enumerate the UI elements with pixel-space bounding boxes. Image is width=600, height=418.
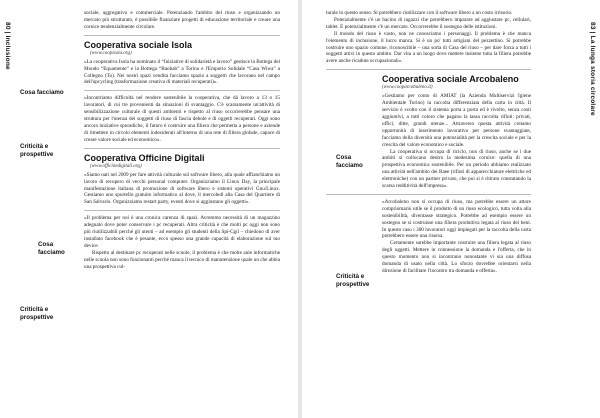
section-divider (84, 148, 280, 149)
section-divider (84, 90, 280, 91)
continued-paragraph-2: Potenzialmente c'è un bacino di ragazzi che potrebbero imparare ad aggiustare pc, cellulari, tablet. E potenzialmente c'è un mercato. Occorrerebbe il sostegno delle istituzioni. (326, 16, 531, 30)
officine-title: Cooperativa Officine Digitali (84, 152, 205, 163)
intro-paragraph: sociale, aggregativo e commerciale. Potenziando l'ambito del riuso e organizzando un mercato più strutturato, è possibile finanziare progetti di educazione territoriale e creare una cornice tendenzialmente circolare. (84, 10, 280, 30)
isola-criticita-text: «Incontriamo difficoltà nel rendere sostenibile la cooperativa, che dà lavoro a 13 o 15 lavoratori, di cui tre provenienti da situazioni di svantaggio. C'è scarsamente un'attività di sensibilizzazione culturale di questi ambienti e rispetto al riuso occorrerebbe pensare una struttura per l'utenza dei soggetti di riuso di fascia debole e di oggetti recuperati. Oggi sono ancora iniziative sporadiche, il futuro è costruire una filiera che permetta a persone e aziende di rimettere in circolo elementi indesiderati all'interno di una rete di filiera globale, capace di creare valore sociale ed economico». (84, 95, 280, 143)
isola-title: Cooperativa sociale Isola (84, 39, 193, 50)
section-divider (326, 194, 531, 195)
isola-criticita-label: Criticità e prospettive (20, 143, 54, 158)
officine-url: (www.officinedigitali.org) (90, 163, 142, 169)
section-divider (326, 69, 531, 70)
isola-cosa-label: Cosa facciamo (20, 89, 64, 96)
officine-cosa-label: Cosa facciamo (38, 241, 65, 256)
arcobaleno-cosa-text: «Gestiamo per conto di AMIAT (la Azienda Multiservizi Igiene Ambientale Torino) la raccolta differenziata della carta in città. Il servizio è svolto con il sistema porta a porta ed è rivolto, senza costi aggiuntivi, a tutti coloro che pagano la tassa raccolta rifiuti: privati, uffici, ditte, grandi utenze... Attraverso questa attività creiamo opportunità di inserimento lavorativo per persone svantaggiate, facciamo della diversità una potenzialità per la crescita sociale e per la crescita del valore economico e sociale. (382, 93, 531, 148)
continued-paragraph: turale in questo senso. Si potrebbero riutilizzare con il software libero a un costo irrisorio. (326, 10, 513, 16)
continued-paragraph-3: Il mondo del riuso è vasto, non ne conosciamo i personaggi. Il problema è che manca l'elemento di inclusione, il lucro manca. Si è un po' tutti artigiani del pezzettino. Si potrebbe costruire uno spazio comune, riconoscibile – una sorta di Casa del riuso – per dare forza a tutti i soggetti attivi in questo ambito. Dar vita a un luogo dove mettere insieme tutta la filiera potrebbe avere anche ricadute occupazionali». (326, 30, 531, 65)
section-divider (84, 35, 280, 36)
left-column (84, 10, 280, 270)
officine-criticita-text-2: Rispetto al destinare pc recuperati nelle scuole, il problema è che molte aule informatiche nelle scuola non sono funzionanti perché manca il tecnico di manutenzione quale un che abbia una prospettiva cul- (84, 249, 280, 270)
arcobaleno-cosa-label: Cosa facciamo (336, 154, 363, 169)
right-column (326, 10, 531, 275)
arcobaleno-url: (www.cooparcobaleno.it) (382, 85, 433, 91)
arcobaleno-cosa-text-2: La cooperativa si occupa di riciclo, non di riuso, anche se i due ambiti si collocano dentro la medesima cornice: quella di una prospettiva economica sostenibile. Per un periodo abbiamo realizzato una attività nell'ambito dei Raee (rifiuti di apparecchiature elettriche ed elettroniche) con un partner privato, che poi si è ritirato constatando la scarsa redditività dell'impresa». (382, 148, 531, 190)
arcobaleno-criticita-label: Criticità e prospettive (336, 273, 370, 288)
arcobaleno-criticita-text-2: Certamente sarebbe importante costruire una filiera legata al riuso degli oggetti. Mettere in connessione la domanda e l'offerta, che in questo momento non si incontrano nonostante vi sia una diffusa domanda di usato nella città. Lo sforzo dovrebbe orientarsi nella direzione di facilitare l'incontro tra domanda e offerta». (382, 240, 531, 274)
arcobaleno-criticita-text: «Arcobaleno non si occupa di riuso, ma potrebbe essere un attore compriomario utile se il prodotto di un riuso ecologico, tutta volta alla sostenibilità, diventasse strategico. Potrebbe ad esempio essere un sostegno se si costruisse una filiera produttiva legata al riuso dei beni. In questo caso i 300 lavoratori oggi impiegati per la raccolta della carta potrebbero essere una risorsa. (382, 198, 531, 240)
officine-cosa-text: «Siamo nati nel 2009 per fare attività culturale sul software libero, alla quale affianchiamo un lavoro di recupero di vecchi personal computer. Organizziamo il Linux Day, la principale manifestazione italiana di promozione di software libero e sistemi operativi Gnu/Linux. Gestiamo uno sportello gratuito informatico al dove, il mercoledì alla Casa del Quartiere di San Salvario. Organizziamo restart party, eventi dove si aggiustano gli oggetti». (84, 171, 280, 206)
isola-cosa-text: «La cooperativa Isola ha nominato il “Iniziative di solidarietà e lavoro” gestisce la Bottega del Mondo “Equamente” e la Bottega “Baobab” a Torino e l'Emporio Solidale “Casa Wiwa” a Collegno (To). Nei nostri spazi vendita facciamo spazio a soggetti che lavorano nel campo dell'upcycling (trasformazione creativa di materiali recuperati)». (84, 58, 280, 86)
officine-criticita-label: Criticità e prospettive (20, 306, 54, 321)
isola-url: (www.coopisola.org) (90, 50, 132, 56)
running-head-left: 80 | Inclusione (4, 22, 11, 70)
officine-criticita-text: «Il problema per noi è una cronica carenza di spazi. Avremmo necessità di un magazzino adeguato dove poter conservare i pc recuperati. Altra criticità è che molti pc oggi non sono più riutilizzabili perché gli utenti – ad esempio gli studenti della Spi-Cgil – chiedono di aver installato facebook che è pesante, ecco spesso una grande capacità di elaborazione sul tuo device. (84, 215, 280, 249)
arcobaleno-title: Cooperativa sociale Arcobaleno (382, 74, 519, 85)
running-head-right: 83 | La lunga storia circolare (589, 22, 596, 116)
section-divider (84, 210, 280, 211)
